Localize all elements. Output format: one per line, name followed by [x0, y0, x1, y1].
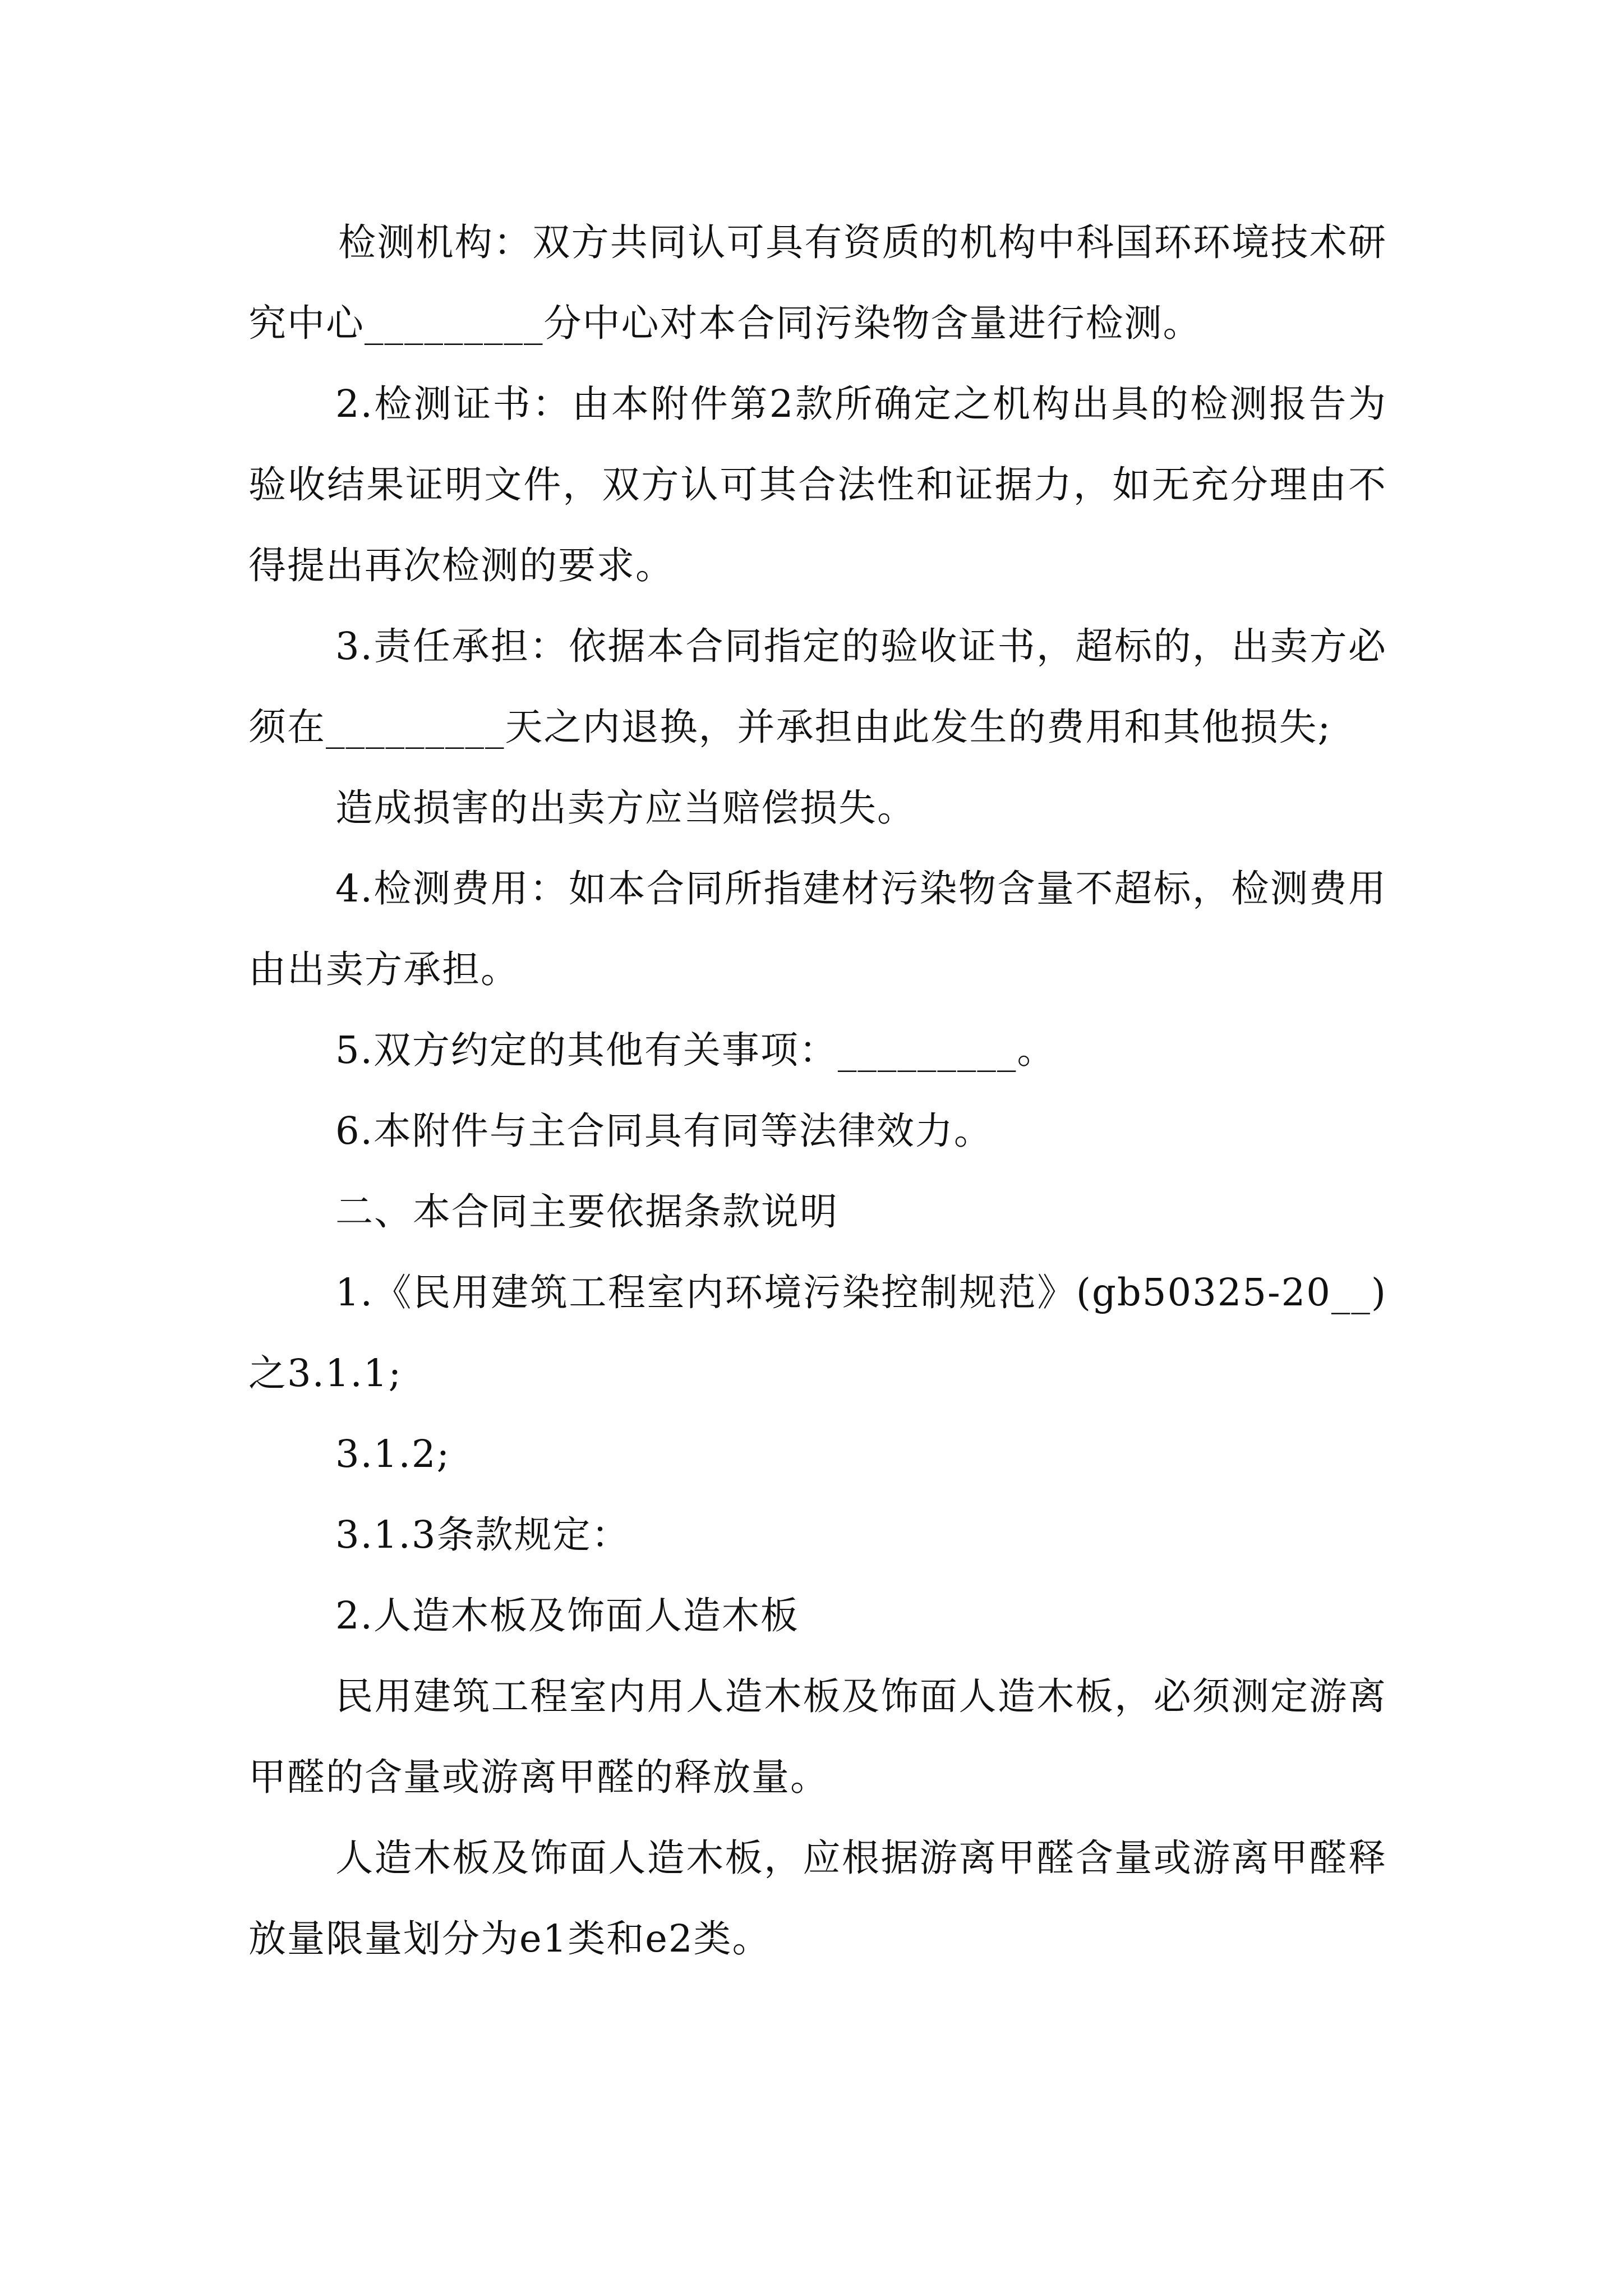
paragraph-clause-312: 3.1.2;	[335, 1432, 451, 1476]
document-body	[248, 202, 1387, 1979]
paragraph-testing-agency: 检测机构：双方共同认可具有资质的机构中科国环环境技术研究中心_________分中心对本合同污染物含量进行检测。	[248, 220, 1387, 345]
paragraph-other-matters: 5.双方约定的其他有关事项：_________。	[335, 1028, 1056, 1072]
paragraph-formaldehyde-test: 民用建筑工程室内用人造木板及饰面人造木板，必须测定游离甲醛的含量或游离甲醛的释放量。	[248, 1674, 1387, 1799]
section-heading-basis: 二、本合同主要依据条款说明	[335, 1190, 838, 1234]
paragraph-wood-panels-heading: 2.人造木板及饰面人造木板	[335, 1594, 799, 1637]
paragraph-legal-effect: 6.本附件与主合同具有同等法律效力。	[335, 1109, 993, 1153]
paragraph-damages: 造成损害的出卖方应当赔偿损失。	[335, 786, 916, 830]
paragraph-liability: 3.责任承担：依据本合同指定的验收证书，超标的，出卖方必须在_________天之内退换，并承担由此发生的费用和其他损失;	[248, 624, 1387, 749]
paragraph-clause-313: 3.1.3条款规定：	[335, 1513, 630, 1557]
paragraph-e1-e2-classes: 人造木板及饰面人造木板，应根据游离甲醛含量或游离甲醛释放量限量划分为e1类和e2类。	[248, 1836, 1387, 1961]
paragraph-testing-certificate: 2.检测证书：由本附件第2款所确定之机构出具的检测报告为验收结果证明文件，双方认可其合法性和证据力，如无充分理由不得提出再次检测的要求。	[248, 382, 1387, 587]
paragraph-code-reference: 1.《民用建筑工程室内环境污染控制规范》(gb50325-20__)之3.1.1;	[248, 1271, 1387, 1395]
paragraph-testing-fees: 4.检测费用：如本合同所指建材污染物含量不超标，检测费用由出卖方承担。	[248, 867, 1387, 991]
